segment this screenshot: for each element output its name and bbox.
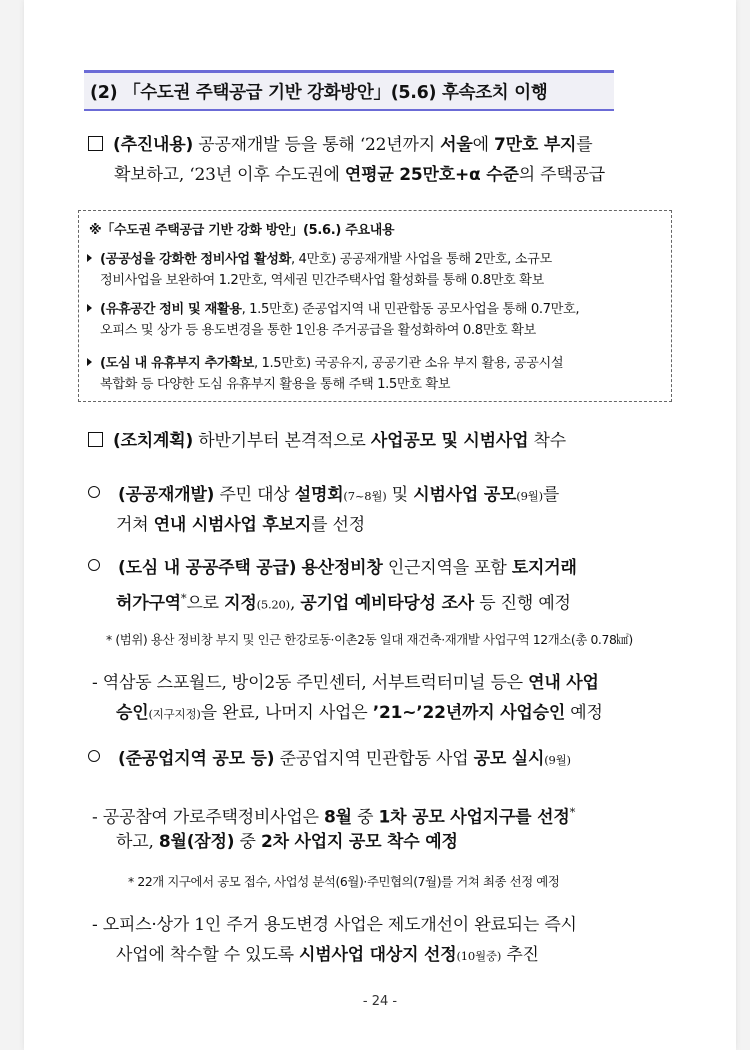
body-text: 등 진행 예정 bbox=[474, 593, 571, 614]
body-text: - 역삼동 스포월드, 방이2동 주민센터, 서부트럭터미널 등은 bbox=[92, 673, 529, 693]
body-text: - 공공참여 가로주택정비사업은 bbox=[92, 807, 325, 828]
body-text-bold: 연내 시범사업 후보지 bbox=[153, 515, 312, 535]
body-text-bold: 연내 사업 bbox=[528, 673, 599, 693]
summary-item-bold: (유휴공간 정비 및 재활용 bbox=[100, 302, 242, 317]
document-page bbox=[24, 0, 736, 1050]
body-text-bold: 1차 공모 사업지구를 선정 bbox=[378, 807, 570, 828]
summary-item-text: , 1.5만호) 준공업지역 내 민관합동 공모사업을 통해 0.7만호, bbox=[241, 302, 580, 317]
footnote-mark: * bbox=[180, 591, 187, 605]
body-text-bold: 8월 bbox=[324, 807, 352, 828]
progress-text: 확보하고, ‘23년 이후 수도권에 bbox=[114, 165, 345, 185]
urban-housing-label: (도심 내 공공주택 공급) bbox=[118, 558, 297, 578]
body-text-bold: 승인 bbox=[116, 703, 149, 723]
body-text-small: (지구지정) bbox=[148, 707, 201, 721]
progress-paragraph-line2 bbox=[114, 160, 605, 190]
plan-label: (조치계획) bbox=[113, 431, 194, 451]
summary-item bbox=[87, 353, 563, 395]
square-bullet-icon bbox=[88, 432, 103, 447]
body-text: 예정 bbox=[565, 703, 603, 723]
summary-item-bold: (공공성을 강화한 정비사업 활성화 bbox=[100, 252, 291, 267]
urban-housing-paragraph bbox=[88, 553, 577, 583]
summary-item bbox=[87, 299, 579, 341]
body-text-bold: 8월(잠정) bbox=[158, 832, 235, 852]
body-text: 를 선정 bbox=[311, 515, 365, 535]
redevelopment-line2 bbox=[116, 510, 365, 540]
approval-paragraph bbox=[92, 668, 599, 698]
summary-item-line2: 오피스 및 상가 등 용도변경을 통한 1인용 주거공급을 활성화하여 0.8만호 확보 bbox=[100, 323, 536, 338]
body-text: 을 완료, 나머지 사업은 bbox=[200, 703, 373, 723]
progress-text: 의 주택공급 bbox=[518, 165, 606, 185]
square-bullet-icon bbox=[88, 136, 103, 151]
summary-item-bold: (도심 내 유휴부지 추가확보 bbox=[100, 356, 254, 371]
progress-paragraph bbox=[88, 130, 593, 160]
footnote: * 22개 지구에서 공모 접수, 사업성 분석(6월)·주민협의(7월)를 거쳐 최종 선정 예정 bbox=[128, 874, 560, 889]
plan-text: 착수 bbox=[528, 431, 566, 451]
triangle-bullet-icon bbox=[87, 304, 92, 312]
summary-item-text: , 1.5만호) 국공유지, 공공기관 소유 부지 활용, 공공시설 bbox=[253, 356, 564, 371]
office-conversion-paragraph bbox=[92, 910, 577, 940]
body-text-small: (5.20) bbox=[256, 597, 290, 612]
circle-bullet-icon bbox=[88, 750, 100, 762]
body-text-small: (9월) bbox=[516, 489, 543, 503]
summary-box bbox=[78, 210, 672, 402]
summary-item bbox=[87, 249, 552, 291]
section-title: (2) 「수도권 주택공급 기반 강화방안」(5.6) 후속조치 이행 bbox=[90, 83, 548, 103]
plan-paragraph bbox=[88, 426, 566, 456]
office-conversion-line2 bbox=[116, 940, 539, 971]
body-text: 및 bbox=[386, 485, 414, 505]
body-text: 거쳐 bbox=[116, 515, 154, 535]
body-text: 준공업지역 민관합동 사업 bbox=[274, 749, 474, 769]
body-text-bold: 시범사업 공모 bbox=[413, 485, 517, 505]
body-text-bold: 공모 실시 bbox=[473, 749, 545, 769]
plan-text: 하반기부터 본격적으로 bbox=[193, 431, 371, 451]
body-text-bold: 공기업 예비타당성 조사 bbox=[300, 593, 475, 614]
footnote: * (범위) 용산 정비창 부지 및 인근 한강로동·이촌2동 일대 재건축·재개발 사업구역 12개소(총 0.78㎢) bbox=[106, 632, 633, 647]
progress-text-bold: 서울 bbox=[440, 135, 473, 155]
body-text-bold: 용산정비창 bbox=[301, 558, 383, 578]
body-text-bold: 설명회 bbox=[294, 485, 344, 505]
triangle-bullet-icon bbox=[87, 254, 92, 262]
body-text: 를 bbox=[542, 485, 560, 505]
body-text-bold: 지정 bbox=[224, 593, 257, 614]
progress-text-bold: 7만호 부지 bbox=[494, 135, 577, 155]
body-text: , bbox=[289, 593, 301, 614]
page-number: - 24 - bbox=[362, 994, 398, 1009]
body-text-small: (10월중) bbox=[456, 949, 502, 963]
progress-text: 공공재개발 등을 통해 ‘22년까지 bbox=[193, 135, 441, 155]
progress-label: (추진내용) bbox=[113, 135, 194, 155]
body-text: 으로 bbox=[186, 593, 225, 614]
redevelopment-label: (공공재개발) bbox=[118, 485, 215, 505]
footnote-mark: * bbox=[569, 805, 576, 819]
body-text-bold: 2차 사업지 공모 착수 예정 bbox=[260, 832, 458, 852]
approval-line2 bbox=[116, 698, 603, 729]
section-heading bbox=[84, 70, 614, 111]
body-text-bold: 허가구역 bbox=[116, 593, 181, 614]
circle-bullet-icon bbox=[88, 486, 100, 498]
progress-text: 를 bbox=[576, 135, 593, 155]
industrial-label: (준공업지역 공모 등) bbox=[118, 749, 275, 769]
body-text: 중 bbox=[234, 832, 261, 852]
progress-text: 에 bbox=[472, 135, 495, 155]
urban-housing-line2 bbox=[116, 583, 571, 620]
triangle-bullet-icon bbox=[87, 358, 92, 366]
body-text-small: (9월) bbox=[544, 753, 571, 767]
industrial-paragraph bbox=[88, 744, 571, 775]
summary-item-line2: 정비사업을 보완하여 1.2만호, 역세권 민간주택사업 활성화를 통해 0.8만호 확보 bbox=[100, 273, 544, 288]
body-text: 중 bbox=[351, 807, 379, 828]
summary-item-line2: 복합화 등 다양한 도심 유휴부지 활용을 통해 주택 1.5만호 확보 bbox=[100, 377, 451, 392]
body-text: 하고, bbox=[116, 832, 159, 852]
progress-text-bold: 연평균 25만호+α 수준 bbox=[344, 165, 519, 185]
body-text-bold: ’21~’22년까지 사업승인 bbox=[372, 703, 566, 723]
body-text: 인근지역을 포함 bbox=[382, 558, 512, 578]
body-text-bold: 토지거래 bbox=[511, 558, 577, 578]
body-text: - 오피스·상가 1인 주거 용도변경 사업은 제도개선이 완료되는 즉시 bbox=[92, 915, 577, 935]
street-housing-line2 bbox=[116, 827, 458, 857]
plan-text-bold: 사업공모 및 시범사업 bbox=[370, 431, 529, 451]
body-text-bold: 시범사업 대상지 선정 bbox=[299, 945, 457, 965]
body-text: 사업에 착수할 수 있도록 bbox=[116, 945, 300, 965]
summary-item-text: , 4만호) 공공재개발 사업을 통해 2만호, 소규모 bbox=[290, 252, 552, 267]
body-text-small: (7~8월) bbox=[343, 489, 387, 503]
redevelopment-paragraph bbox=[88, 480, 559, 511]
summary-box-title: ※「수도권 주택공급 기반 강화 방안」(5.6.) 주요내용 bbox=[89, 223, 395, 238]
body-text: 추진 bbox=[501, 945, 539, 965]
body-text: 주민 대상 bbox=[214, 485, 295, 505]
circle-bullet-icon bbox=[88, 559, 100, 571]
